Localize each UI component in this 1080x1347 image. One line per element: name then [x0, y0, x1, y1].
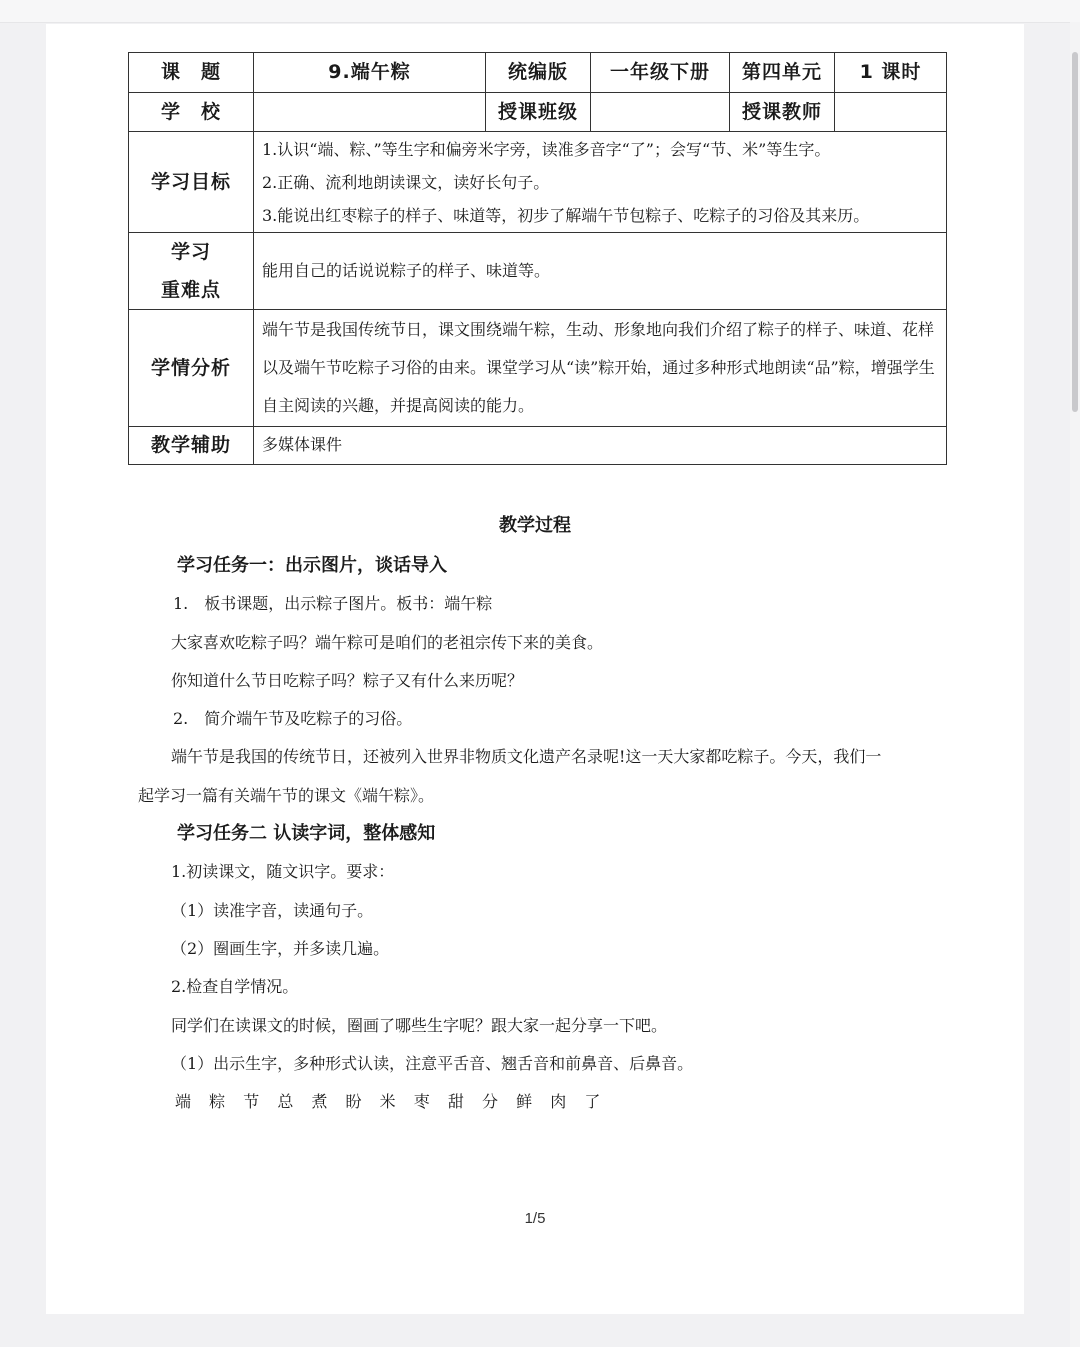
- aids-label: 教学辅助: [129, 427, 254, 465]
- topic-value: 9.端午粽: [254, 53, 486, 93]
- lesson-info-table: [128, 52, 947, 465]
- character: 枣: [413, 1092, 430, 1112]
- character: 甜: [447, 1092, 464, 1112]
- school-value: [254, 93, 486, 132]
- body-line: 你知道什么节日吃粽子吗？粽子又有什么来历呢？: [171, 670, 524, 690]
- body-line: 同学们在读课文的时候，圈画了哪些生字呢？跟大家一起分享一下吧。: [171, 1015, 668, 1035]
- table-row: [129, 53, 947, 93]
- goals-content: [254, 132, 947, 233]
- key-points-content: 能用自己的话说说粽子的样子、味道等。: [254, 233, 947, 310]
- analysis-content: 端午节是我国传统节日，课文围绕端午粽，生动、形象地向我们介绍了粽子的样子、味道、花样以及端午节吃粽子习俗的由来。课堂学习从“读”粽开始，通过多种形式地朗读“品”粽，增强学生自主阅读的兴趣，并提高阅读的能力。: [254, 310, 947, 427]
- school-label: 学 校: [129, 93, 254, 132]
- key-points-label: [129, 233, 254, 310]
- body-line: 2.检查自学情况。: [171, 977, 299, 997]
- goals-label: 学习目标: [129, 132, 254, 233]
- body-line: 1.初读课文，随文识字。要求：: [171, 862, 395, 882]
- body-line: 2. 简介端午节及吃粽子的习俗。: [173, 709, 413, 729]
- analysis-label: 学情分析: [129, 310, 254, 427]
- body-line: （2）圈画生字，并多读几遍。: [171, 938, 390, 958]
- table-row: [129, 310, 947, 427]
- character: 了: [584, 1092, 601, 1112]
- class-label: 授课班级: [486, 93, 591, 132]
- character: 端: [175, 1092, 192, 1112]
- character: 米: [379, 1092, 396, 1112]
- class-hours: 1 课时: [835, 53, 947, 93]
- document-page: [46, 24, 1024, 1314]
- character: 盼: [345, 1092, 362, 1112]
- body-line: （1）出示生字，多种形式认读，注意平舌音、翘舌音和前鼻音、后鼻音。: [171, 1053, 694, 1073]
- edition: 统编版: [486, 53, 591, 93]
- table-row: [129, 132, 947, 233]
- aids-content: 多媒体课件: [254, 427, 947, 465]
- section-title: 教学过程: [499, 515, 571, 536]
- table-row: [129, 93, 947, 132]
- topic-label: 课 题: [129, 53, 254, 93]
- body-line: 起学习一篇有关端午节的课文《端午粽》。: [138, 785, 435, 805]
- viewer-top-bar: [0, 0, 1080, 23]
- character: 粽: [209, 1092, 226, 1112]
- goal-item: 1.认识“端、粽、”等生字和偏旁米字旁，读准多音字“了”；会写“节、米”等生字。: [262, 139, 831, 159]
- table-row: [129, 233, 947, 310]
- scrollbar-thumb[interactable]: [1072, 52, 1078, 412]
- task1-heading: 学习任务一：出示图片，谈话导入: [177, 555, 447, 576]
- character: 节: [243, 1092, 260, 1112]
- body-line: 端午节是我国的传统节日，还被列入世界非物质文化遗产名录呢!这一天大家都吃粽子。今天，我们一: [171, 747, 882, 767]
- key-points-label-line2: 重难点: [160, 279, 221, 301]
- character: 煮: [311, 1092, 328, 1112]
- character: 肉: [550, 1092, 567, 1112]
- class-value: [591, 93, 730, 132]
- character: 总: [277, 1092, 294, 1112]
- teacher-label: 授课教师: [730, 93, 835, 132]
- page-number: 1/5: [524, 1210, 546, 1227]
- body-line: 1. 板书课题，出示粽子图片。板书：端午粽: [173, 594, 493, 614]
- scrollbar[interactable]: [1070, 22, 1080, 1347]
- goal-item: 3.能说出红枣粽子的样子、味道等，初步了解端午节包粽子、吃粽子的习俗及其来历。: [262, 205, 870, 225]
- character: 鲜: [516, 1092, 533, 1112]
- character: 分: [481, 1092, 498, 1112]
- teacher-value: [835, 93, 947, 132]
- body-line: （1）读准字音，读通句子。: [171, 900, 374, 920]
- key-points-label-line1: 学习: [170, 241, 211, 263]
- goal-item: 2.正确、流利地朗读课文，读好长句子。: [262, 172, 550, 192]
- new-characters-row: [138, 1083, 958, 1121]
- body-line: 大家喜欢吃粽子吗？端午粽可是咱们的老祖宗传下来的美食。: [171, 632, 604, 652]
- grade: 一年级下册: [591, 53, 730, 93]
- process-body: [138, 547, 958, 1121]
- table-row: [129, 427, 947, 465]
- task2-heading: 学习任务二 认读字词，整体感知: [177, 823, 436, 845]
- unit: 第四单元: [730, 53, 835, 93]
